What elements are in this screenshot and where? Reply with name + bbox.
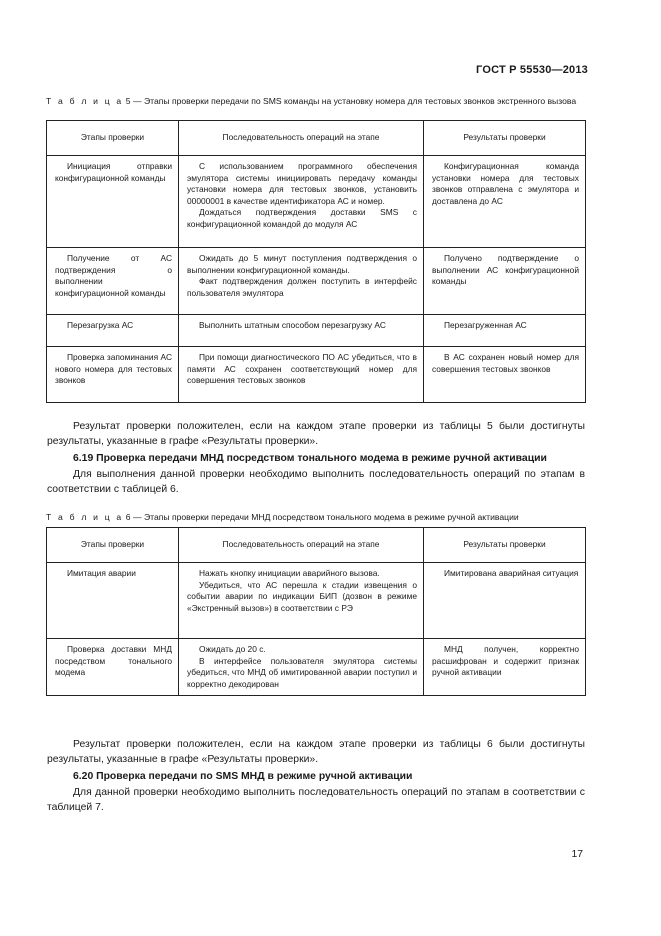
cell-text: Конфигурационная команда установки номера для тестовых звонков отправлена с эмулятора и доставлена до АС [432, 161, 579, 206]
section-6-19-text [47, 467, 585, 497]
cell-text: С использованием программного обеспечения эмулятора системы инициировать передачу команды установки номера для тестовых звонков, установить 00000001 в качестве идентификатора АС и номер. [187, 161, 417, 206]
table-cell [47, 347, 179, 403]
table5 [46, 120, 586, 403]
table5-col-result: Результаты проверки [424, 121, 586, 156]
table-cell [179, 315, 424, 347]
table6-col-stage: Этапы проверки [47, 528, 179, 563]
cell-text: В интерфейсе пользователя эмулятора системы убедиться, что МНД об имитированной аварии поступил и корректно декодирован [187, 655, 417, 689]
cell-text: Проверка запоминания АС нового номера для тестовых звонков [55, 352, 172, 385]
cell-text: Ожидать до 5 минут поступления подтверждения о выполнении конфигурационной команды. [187, 253, 417, 275]
table-cell [424, 248, 586, 315]
table-cell [47, 639, 179, 696]
section-6-19-heading [47, 451, 585, 466]
table-cell [179, 639, 424, 696]
table6-caption [46, 511, 591, 523]
table6-caption-label: Т а б л и ц а [46, 512, 124, 522]
cell-text: Выполнить штатным способом перезагрузку АС [199, 320, 386, 330]
table6-caption-text: 6 — Этапы проверки передачи МНД посредством тонального модема в режиме ручной активации [123, 512, 519, 522]
table5-col-ops: Последовательность операций на этапе [179, 121, 424, 156]
table-row [47, 315, 586, 347]
table-cell [47, 563, 179, 639]
result-paragraph-1 [47, 419, 585, 449]
table5-caption-text: 5 — Этапы проверки передачи по SMS команды на установку номера для тестовых звонков экстренного вызова [123, 96, 577, 106]
page-number: 17 [571, 849, 583, 860]
table6-header-row [47, 528, 586, 563]
table6 [46, 527, 586, 696]
section-6-19-body: Для выполнения данной проверки необходимо выполнить последовательность операций по этапам в соответствии с таблицей 6. [47, 469, 585, 495]
table-cell [424, 347, 586, 403]
standard-header: ГОСТ Р 55530—2013 [476, 64, 588, 76]
table-row [47, 563, 586, 639]
table5-caption-label: Т а б л и ц а [46, 96, 124, 106]
para1-text: Результат проверки положителен, если на каждом этапе проверки из таблицы 5 были достигнуты результаты, указанные в графе «Результаты проверки». [47, 421, 585, 447]
result-paragraph-2 [47, 737, 585, 767]
cell-text: При помощи диагностического ПО АС убедиться, что в памяти АС сохранен соответствующий номер для совершения тестовых звонков [187, 352, 417, 385]
cell-text: Получение от АС подтверждения о выполнении конфигурационной команды [55, 253, 172, 298]
table-cell [179, 156, 424, 248]
table5-caption [46, 95, 591, 107]
cell-text: Убедиться, что АС перешла к стадии извещения о событии аварии по индикации БИП (дозвон в режиме «Экстренный вызов») в соответствии с РЭ [187, 579, 417, 613]
table-cell [179, 563, 424, 639]
section-6-20-body: Для данной проверки необходимо выполнить последовательность операций по этапам в соответствии с таблицей 7. [47, 787, 585, 813]
table-cell [424, 156, 586, 248]
table-cell [179, 248, 424, 315]
table-cell [179, 347, 424, 403]
cell-text: Перезагруженная АС [444, 320, 527, 330]
para2-text: Результат проверки положителен, если на каждом этапе проверки из таблицы 6 были достигнуты результаты, указанные в графе «Результаты проверки». [47, 739, 585, 765]
section-6-20-heading [47, 769, 585, 784]
table-row [47, 156, 586, 248]
table-cell [424, 563, 586, 639]
cell-text: Ожидать до 20 с. [199, 644, 266, 654]
cell-text: МНД получен, корректно расшифрован и содержит признак ручной активации [432, 644, 579, 677]
cell-text: Имитирована аварийная ситуация [444, 568, 579, 578]
cell-text: Имитация аварии [67, 568, 136, 578]
table5-header-row [47, 121, 586, 156]
cell-text: Дождаться подтверждения доставки SMS с конфигурационной командой до модуля АС [187, 207, 417, 229]
cell-text: В АС сохранен новый номер для совершения тестовых звонков [432, 352, 579, 374]
table5-col-stage: Этапы проверки [47, 121, 179, 156]
cell-text: Перезагрузка АС [67, 320, 134, 330]
section-6-20-text [47, 785, 585, 815]
table-row [47, 248, 586, 315]
section-6-19-heading-text: 6.19 Проверка передачи МНД посредством тонального модема в режиме ручной активации [73, 453, 547, 464]
cell-text: Факт подтверждения должен поступить в интерфейс пользователя эмулятора [187, 276, 417, 298]
table-cell [47, 248, 179, 315]
table6-col-ops: Последовательность операций на этапе [179, 528, 424, 563]
table-cell [424, 315, 586, 347]
table-cell [47, 156, 179, 248]
section-6-20-heading-text: 6.20 Проверка передачи по SMS МНД в режиме ручной активации [73, 771, 413, 782]
table-cell [47, 315, 179, 347]
table-row [47, 347, 586, 403]
cell-text: Проверка доставки МНД посредством тонального модема [55, 644, 172, 677]
table6-col-result: Результаты проверки [424, 528, 586, 563]
table-row [47, 639, 586, 696]
cell-text: Инициация отправки конфигурационной команды [55, 161, 172, 183]
cell-text: Получено подтверждение о выполнении АС конфигурационной команды [432, 253, 579, 286]
table-cell [424, 639, 586, 696]
cell-text: Нажать кнопку инициации аварийного вызова. [199, 568, 380, 578]
